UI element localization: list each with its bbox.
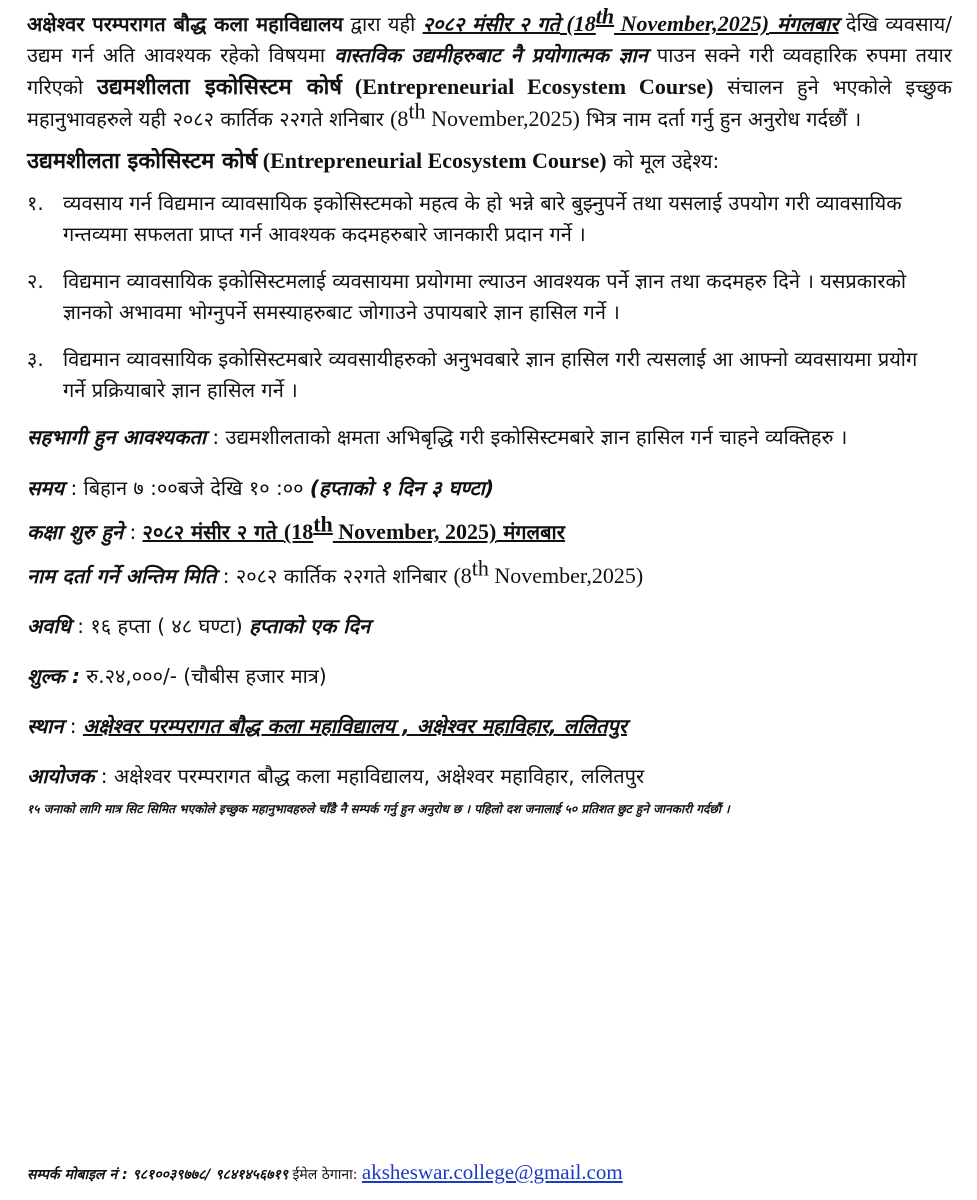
fee-row <box>27 661 952 691</box>
requirement-value: : उद्यमशीलताको क्षमता अभिबृद्धि गरी इकोसिस्टमबारे ज्ञान हासिल गर्न चाहने व्यक्तिहरु । <box>206 425 848 449</box>
objective-item <box>27 188 952 250</box>
class-start-day: मंगलबार <box>496 520 565 544</box>
intro-text-1: द्वारा यही <box>343 12 423 36</box>
fee-value: रु.२४,०००/- (चौबीस हजार मात्र) <box>79 664 327 688</box>
duration-extra: हप्ताको एक दिन <box>249 614 371 638</box>
fee-label: शुल्क : <box>27 664 80 688</box>
objectives-course-np: उद्यमशीलता इकोसिस्टम कोर्ष <box>27 149 258 174</box>
intro-paragraph <box>27 3 953 135</box>
start-date-en-b: November,2025) <box>614 11 770 36</box>
time-row <box>27 473 952 503</box>
intro-text-2: देखि व्यवसाय/उद्यम गर्न अति आवश्यक रहेको विषयमा <box>27 12 953 67</box>
class-start-en-a: (18 <box>283 519 314 544</box>
registration-deadline-value: : २०८२ कार्तिक २२गते शनिबार <box>216 564 454 588</box>
time-value: : बिहान ७ :००बजे देखि १० :०० <box>64 476 310 500</box>
registration-deadline-en-b: November,2025) <box>488 563 644 588</box>
course-name-en: (Entrepreneurial Ecosystem Course) <box>342 74 714 99</box>
start-date-sup: th <box>595 3 615 29</box>
objective-text: विद्यमान व्यावसायिक इकोसिस्टमबारे व्यवसायीहरुको अनुभवबारे ज्ञान हासिल गरी त्यसलाई आ आफ्नो व्यवसायमा प्रयोग गर्ने प्रक्रियाबारे ज्ञान हासिल गर्ने । <box>63 347 918 402</box>
venue-value: अक्षेश्वर परम्परागत बौद्ध कला महाविद्यालय , अक्षेश्वर महाविहार, ललितपुर <box>82 714 627 738</box>
class-start-en-b: November, 2025) <box>332 519 497 544</box>
start-day: मंगलबार <box>769 12 839 36</box>
intro-text-3: पाउन सक्ने गरी व्यवहारिक रुपमा तयार गरिएको <box>27 43 952 99</box>
start-date-en-a: (18 <box>559 11 596 36</box>
organizer-label: आयोजक <box>27 764 95 788</box>
objective-number: १. <box>27 191 44 215</box>
duration-row <box>27 611 952 641</box>
contact-row <box>27 1160 623 1185</box>
registration-deadline-sup: th <box>471 555 489 581</box>
email-label: ईमेल ठेगाना: <box>288 1167 362 1183</box>
objectives-suffix: को मूल उद्देश्य: <box>606 149 720 173</box>
deadline-en-b: November,2025) <box>425 106 580 131</box>
college-name: अक्षेश्वर परम्परागत बौद्ध कला महाविद्यालय <box>27 12 344 36</box>
class-start-label: कक्षा शुरु हुने <box>27 520 124 544</box>
time-label: समय <box>27 476 65 500</box>
objective-number: ३. <box>27 347 44 371</box>
class-start-sup: th <box>313 511 333 537</box>
objectives-list <box>27 188 952 406</box>
start-date-np: २०८२ मंसीर २ गते <box>422 12 560 36</box>
objective-text: विद्यमान व्यावसायिक इकोसिस्टमलाई व्यवसायमा प्रयोगमा ल्याउन आवश्यक पर्ने ज्ञान तथा कदमहरु दिने । यसप्रकारको ज्ञानको अभावमा भोग्नुपर्ने समस्याहरुबाट जोगाउने उपायबारे ज्ञान हासिल गर्ने । <box>63 269 907 324</box>
objectives-course-en: (Entrepreneurial Ecosystem Course) <box>257 148 607 173</box>
intro-text-5: भित्र नाम दर्ता गर्नु हुन अनुरोध गर्दछौं । <box>579 107 862 131</box>
venue-row <box>27 711 952 741</box>
requirement-row <box>27 422 952 453</box>
duration-value: : १६ हप्ता ( ४८ घण्टा) <box>70 614 250 638</box>
practical-knowledge: वास्तविक उद्यमीहरुबाट नै प्रयोगात्मक ज्ञान <box>334 43 648 67</box>
objective-text: व्यवसाय गर्न विद्यमान व्यावसायिक इकोसिस्टमको महत्व के हो भन्ने बारे बुझ्नुपर्ने तथा यसलाई उपयोग गरी व्यावसायिक गन्तव्यमा सफलता प्राप्त गर्न आवश्यक कदमहरुबारे जानकारी प्रदान गर्ने । <box>63 191 902 246</box>
objective-number: २. <box>27 269 44 293</box>
class-start-date-np: २०८२ मंसीर २ गते <box>142 520 284 544</box>
requirement-label: सहभागी हुन आवश्यकता <box>27 425 207 449</box>
organizer-row <box>27 761 952 791</box>
deadline-sup: th <box>408 98 426 124</box>
deadline-en-a: (8 <box>390 106 409 131</box>
venue-label: स्थान <box>27 714 64 738</box>
objective-item <box>27 344 952 406</box>
course-name-np: उद्यमशीलता इकोसिस्टम कोर्ष <box>96 75 343 100</box>
registration-deadline-label: नाम दर्ता गर्ने अन्तिम मिति <box>27 564 217 588</box>
objectives-heading <box>27 145 952 178</box>
objective-item <box>27 266 952 328</box>
seat-limit-note: १५ जनाको लागि मात्र सिट सिमित भएकोले इच्छुक महानुभावहरुले चाँडै नै सम्पर्क गर्नु हुन अनुरोध छ । पहिलो दश जनालाई ५० प्रतिशत छुट हुने जानकारी गर्दछौं । <box>27 802 730 816</box>
class-start-row <box>27 511 952 547</box>
intro-text-4: संचालन हुने भएकोले इच्छुक महानुभावहरुले यही २०८२ कार्तिक २२गते शनिबार <box>27 75 952 131</box>
venue-colon: : <box>63 714 83 738</box>
organizer-value: : अक्षेश्वर परम्परागत बौद्ध कला महाविद्यालय, अक्षेश्वर महाविहार, ललितपुर <box>94 764 645 788</box>
duration-label: अवधि <box>27 614 71 638</box>
registration-deadline-row <box>27 555 952 591</box>
notice-document <box>27 3 953 831</box>
time-extra: (हप्ताको १ दिन ३ घण्टा) <box>309 476 494 500</box>
contact-phone: सम्पर्क मोबाइल नं : ९८१००३९७७८/ ९८४१४५६७१९ <box>27 1167 289 1183</box>
registration-deadline-en-a: (8 <box>453 563 472 588</box>
class-start-colon: : <box>123 520 143 544</box>
email-link[interactable]: aksheswar.college@gmail.com <box>361 1160 623 1184</box>
